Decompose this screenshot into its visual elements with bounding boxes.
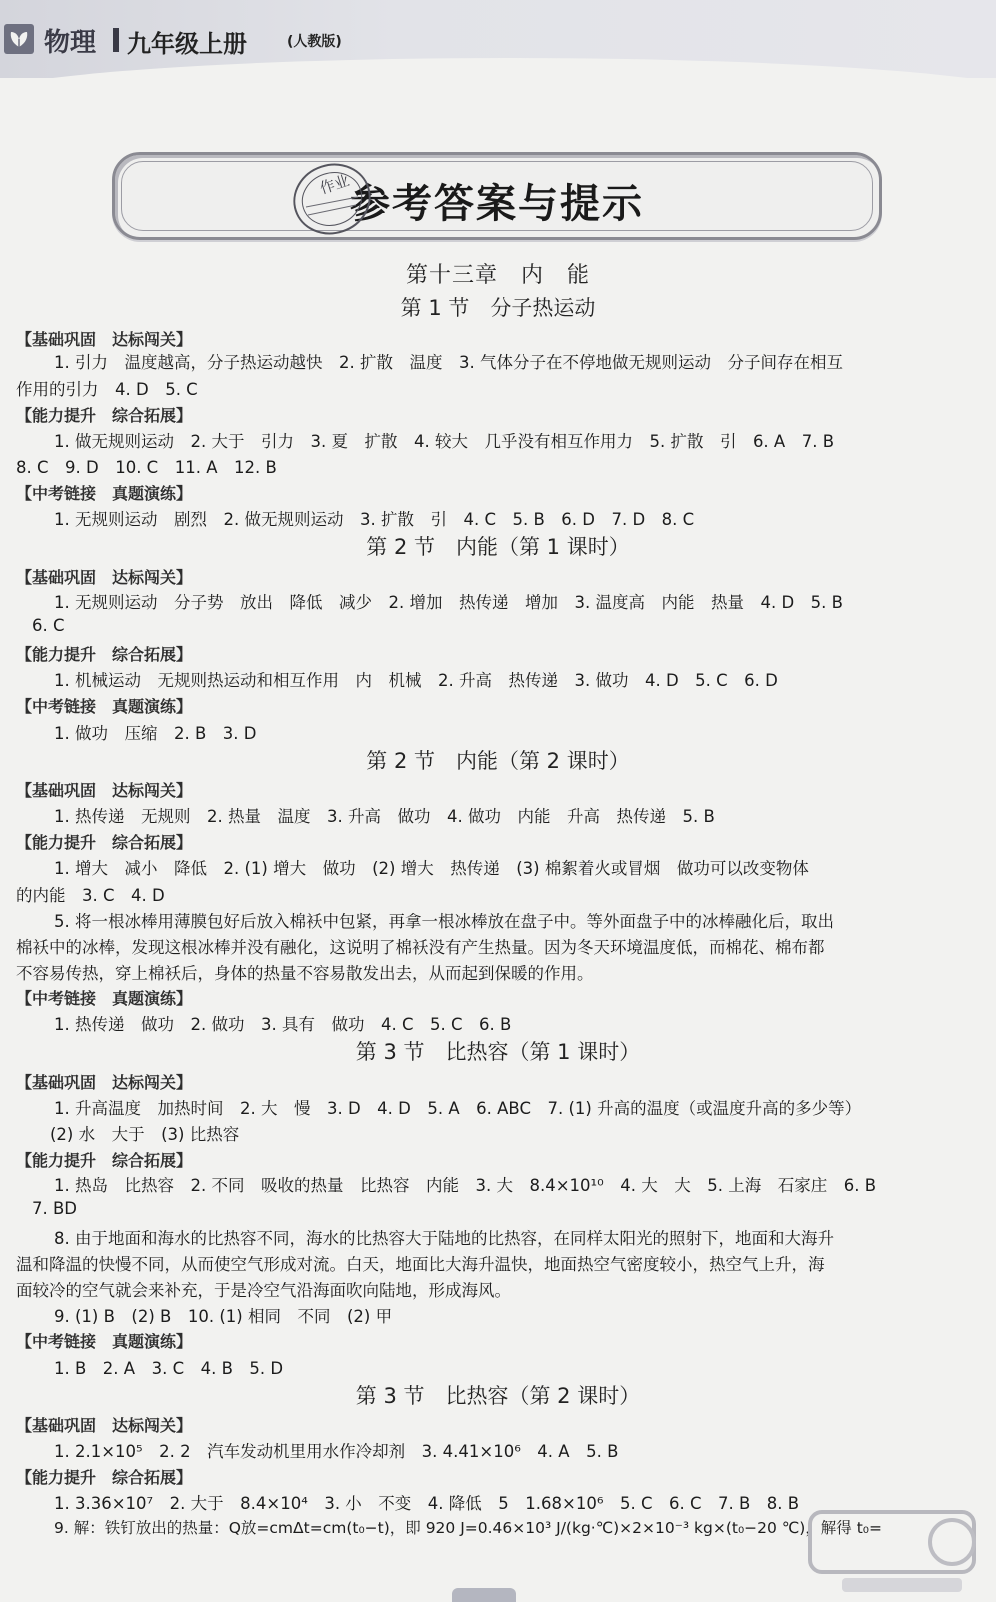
stamp-text: 作业 [317,171,352,198]
answer-line: 棉袄中的冰棒，发现这根冰棒并没有融化，这说明了棉袄没有产生热量。因为冬天环境温度低，而棉花、棉布都 [16,938,825,957]
sub-heading: 【能力提升 综合拓展】 [16,406,193,425]
answer-line: 温和降温的快慢不同，从而使空气形成对流。白天，地面比大海升温快，地面热空气密度较小，热空气上升，海 [16,1255,825,1274]
sub-heading: 【基础巩固 达标闯关】 [16,1416,193,1435]
answer-line: 6. C [32,616,65,635]
answer-line: 不容易传热，穿上棉袄后，身体的热量不容易散发出去，从而起到保暖的作用。 [16,964,594,983]
section-title: 第 1 节 分子热运动 [400,296,596,320]
sub-heading: 【中考链接 真题演练】 [16,989,193,1008]
answer-line: 9. (1) B (2) B 10. (1) 相同 不同 (2) 甲 [54,1307,393,1326]
homework-stamp-icon [290,157,374,241]
answer-line: 1. 做功 压缩 2. B 3. D [54,724,257,743]
page-title: 参考答案与提示 [350,181,644,227]
sub-heading: 【基础巩固 达标闯关】 [16,330,193,349]
sub-heading: 【能力提升 综合拓展】 [16,645,193,664]
answer-line: 8. C 9. D 10. C 11. A 12. B [16,458,277,477]
section-title: 第 2 节 内能（第 1 课时） [366,535,630,559]
answer-line: 8. 由于地面和海水的比热容不同，海水的比热容大于陆地的比热容，在同样太阳光的照射下，地面和大海升 [54,1229,834,1248]
header-edition: (人教版) [287,34,342,50]
sub-heading: 【基础巩固 达标闯关】 [16,781,193,800]
answer-line: 1. 热传递 无规则 2. 热量 温度 3. 升高 做功 4. 做功 内能 升高 热传递 5. B [54,807,715,826]
answer-line: 1. 3.36×10⁷ 2. 大于 8.4×10⁴ 3. 小 不变 4. 降低 5 1.68×10⁶ 5. C 6. C 7. B 8. B [54,1494,800,1513]
answer-line: (2) 水 大于 (3) 比热容 [50,1125,240,1144]
header-subject: 物理 [44,28,97,58]
answer-line: 9. 解：铁钉放出的热量：Q放=cmΔt=cm(t₀−t)，即 920 J=0.46×10³ J/(kg·℃)×2×10⁻³ kg×(t₀−20 ℃)，解得 t₀= [54,1519,882,1537]
answer-line: 1. 热岛 比热容 2. 不同 吸收的热量 比热容 内能 3. 大 8.4×10¹⁰ 4. 大 大 5. 上海 石家庄 6. B [54,1176,877,1195]
header-divider [113,28,119,52]
answer-line: 1. B 2. A 3. C 4. B 5. D [54,1359,284,1378]
sub-heading: 【中考链接 真题演练】 [16,1332,193,1351]
answer-line: 1. 做无规则运动 2. 大于 引力 3. 夏 扩散 4. 较大 几乎没有相互作用力 5. 扩散 引 6. A 7. B [54,432,835,451]
header-band [0,0,996,78]
answer-line: 1. 增大 减小 降低 2. (1) 增大 做功 (2) 增大 热传递 (3) 棉絮着火或冒烟 做功可以改变物体 [54,859,809,878]
answer-line: 作用的引力 4. D 5. C [16,380,198,399]
title-banner [112,152,882,240]
section-title: 第 3 节 比热容（第 1 课时） [355,1040,641,1064]
section-title: 第 3 节 比热容（第 2 课时） [355,1384,641,1408]
header-grade: 九年级上册 [127,30,247,58]
sub-heading: 【基础巩固 达标闯关】 [16,1073,193,1092]
sub-heading: 【能力提升 综合拓展】 [16,1151,193,1170]
sub-heading: 【中考链接 真题演练】 [16,697,193,716]
sub-heading: 【中考链接 真题演练】 [16,484,193,503]
sub-heading: 【能力提升 综合拓展】 [16,1468,193,1487]
answer-line: 1. 机械运动 无规则热运动和相互作用 内 机械 2. 升高 热传递 3. 做功 4. D 5. C 6. D [54,671,778,690]
answer-line: 的内能 3. C 4. D [16,886,165,905]
answer-line: 1. 热传递 做功 2. 做功 3. 具有 做功 4. C 5. C 6. B [54,1015,512,1034]
answer-line: 1. 无规则运动 分子势 放出 降低 减少 2. 增加 热传递 增加 3. 温度高 内能 热量 4. D 5. B [54,593,843,612]
answer-line: 1. 引力 温度越高，分子热运动越快 2. 扩散 温度 3. 气体分子在不停地做无规则运动 分子间存在相互 [54,353,843,372]
sub-heading: 【基础巩固 达标闯关】 [16,568,193,587]
answer-line: 面较冷的空气就会来补充，于是冷空气沿海面吹向陆地，形成海风。 [16,1281,511,1300]
leaf-icon [4,24,34,54]
section-title: 第 2 节 内能（第 2 课时） [366,749,630,773]
answer-line: 1. 无规则运动 剧烈 2. 做无规则运动 3. 扩散 引 4. C 5. B 6. D 7. D 8. C [54,510,695,529]
answer-line: 5. 将一根冰棒用薄膜包好后放入棉袄中包紧，再拿一根冰棒放在盘子中。等外面盘子中的冰棒融化后，取出 [54,912,834,931]
answer-line: 7. BD [32,1199,78,1218]
answer-line: 1. 2.1×10⁵ 2. 2 汽车发动机里用水作冷却剂 3. 4.41×10⁶ 4. A 5. B [54,1442,619,1461]
watermark-icon [802,1502,982,1598]
sub-heading: 【能力提升 综合拓展】 [16,833,193,852]
chapter-title: 第十三章 内 能 [405,263,590,288]
answer-line: 1. 升高温度 加热时间 2. 大 慢 3. D 4. D 5. A 6. ABC 7. (1) 升高的温度（或温度升高的多少等） [54,1099,862,1118]
header-curve [0,58,996,78]
